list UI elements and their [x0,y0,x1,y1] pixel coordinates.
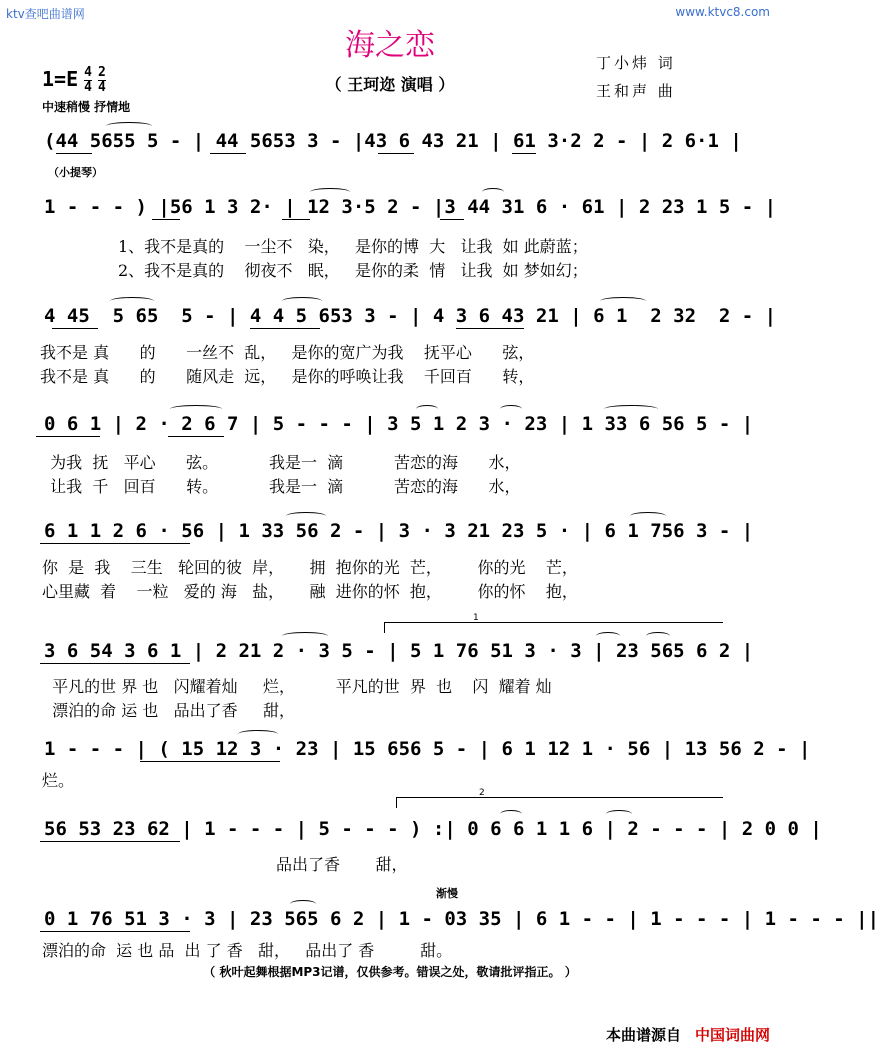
score-line-2: 1 - - - ) |56 1 3 2· | 12 3·5 2 - |3 44 31 6 · 61 | 2 23 1 5 - | [44,196,777,218]
score-line-7: 1 - - - | ( 15 12 3 · 23 | 15 656 5 - | 6 1 12 1 · 56 | 13 56 2 - | [44,738,811,760]
volta-bracket-2 [396,788,723,808]
score-line-8: 56 53 23 62 | 1 - - - | 5 - - - ) :| 0 6 6 1 1 6 | 2 - - - | 2 0 0 | [44,818,822,840]
score-line-6: 3 6 54 3 6 1 | 2 21 2 · 3 5 - | 5 1 76 51 3 · 3 | 23 565 6 2 | [44,640,754,662]
slur-mark [310,188,350,196]
beam-underline [378,153,414,154]
lyric-line-6-verse-2: 漂泊的命 运 也 品出了香 甜， [42,701,296,720]
slur-mark [170,405,222,413]
lyric-line-4-verse-2: 让我 千 回百 转。 我是一 滴 苦恋的海 水， [40,477,521,496]
beam-underline [456,328,524,329]
beam-underline [282,219,310,220]
lyricist-credit: 丁小炜 词 [596,54,676,72]
slur-mark [106,122,152,130]
slur-mark [606,810,632,818]
beam-underline [40,841,180,842]
slur-mark [416,405,438,413]
score-line-5: 6 1 1 2 6 · 56 | 1 33 56 2 - | 3 · 3 21 23 5 · | 6 1 756 3 - | [44,520,754,542]
slur-mark [110,297,154,305]
slur-mark [600,297,646,305]
watermark-left: ktv查吧曲谱网 [6,7,85,21]
lyric-line-4-verse-1: 为我 抚 平心 弦。 我是一 滴 苦恋的海 水， [40,453,521,472]
volta-bracket-1 [384,613,723,633]
lyric-line-8-verse-1: 品出了香 甜， [42,855,408,874]
slur-mark [282,632,328,640]
beam-underline [52,328,98,329]
score-line-3: 4 45 5 65 5 - | 4 4 5 653 3 - | 4 3 6 43 21 | 6 1 2 32 2 - | [44,305,777,327]
volta-number-1: 1 [473,613,479,623]
key-signature [42,66,106,95]
watermark-right: www.ktvc8.com [675,5,770,19]
beam-underline [40,543,190,544]
lyric-line-6-verse-1: 平凡的世 界 也 闪耀着灿 烂， 平凡的世 界 也 闪 耀着 灿 [42,677,552,696]
key-label: 1=E [42,67,79,91]
time-signature-2: $\frac{2}{4}$ [97,65,106,95]
source-label: 本曲谱源自 [605,1026,681,1044]
lyric-line-2-verse-1: 1、我不是真的 一尘不 染， 是你的博 大 让我 如 此蔚蓝； [118,237,588,256]
source-site: 中国词曲网 [694,1026,770,1044]
transcription-note: （ 秋叶起舞根据MP3记谱，仅供参考。错误之处，敬请批评指正。 ） [203,965,577,979]
beam-underline [250,328,320,329]
slur-mark [630,512,666,520]
beam-underline [140,761,280,762]
song-title: 海之恋 [345,28,435,63]
slur-mark [286,512,326,520]
slur-mark [500,405,522,413]
volta-number-2: 2 [479,788,485,798]
beam-underline [40,663,190,664]
source-credit [606,1024,770,1045]
lyric-line-3-verse-1: 我不是 真 的 一丝不 乱， 是你的宽广为我 抚平心 弦， [40,343,535,362]
lyric-line-9-verse-1: 漂泊的命 运 也 品 出 了 香 甜， 品出了 香 甜。 [42,941,453,960]
score-line-4: 0 6 1 | 2 · 2 6 7 | 5 - - - | 3 5 1 2 3 · 23 | 1 33 6 56 5 - | [44,413,754,435]
time-signature-1: $\frac{4}{4}$ [84,65,92,95]
singer-credit: （ 王珂迩 演唱 ） [325,75,455,94]
beam-underline [168,436,224,437]
slur-mark [290,900,316,908]
lyric-line-2-verse-2: 2、我不是真的 彻夜不 眠， 是你的柔 情 让我 如 梦如幻； [118,261,588,280]
slur-mark [596,632,620,640]
lyric-line-3-verse-2: 我不是 真 的 随风走 远， 是你的呼唤让我 千回百 转， [40,367,535,386]
slur-mark [282,297,322,305]
slur-mark [604,405,658,413]
beam-underline [56,153,92,154]
beam-underline [210,153,246,154]
lyric-line-7-verse-1: 烂。 [42,771,75,790]
slur-mark [646,632,670,640]
beam-underline [512,153,536,154]
slur-mark [482,188,504,196]
lyric-line-5-verse-2: 心里藏 着 一粒 爱的 海 盐， 融 进你的怀 抱， 你的怀 抱， [42,582,578,601]
lyric-line-5-verse-1: 你 是 我 三生 轮回的彼 岸， 拥 抱你的光 芒， 你的光 芒， [42,558,578,577]
slur-mark [238,730,278,738]
ritardando-marking: 渐慢 [436,887,458,900]
slur-mark [500,810,522,818]
tempo-marking: 中速稍慢 抒情地 [42,100,131,114]
beam-underline [36,436,100,437]
score-line-1: (44 5655 5 - | 44 5653 3 - |43 6 43 21 | 61 3·2 2 - | 2 6·1 | [44,130,742,152]
violin-marking: （小提琴） [48,166,103,179]
beam-underline [40,931,190,932]
score-line-9: 0 1 76 51 3 · 3 | 23 565 6 2 | 1 - 03 35 | 6 1 - - | 1 - - - | 1 - - - || [44,908,879,930]
beam-underline [440,219,464,220]
composer-credit: 王和声 曲 [596,82,676,100]
beam-underline [152,219,180,220]
